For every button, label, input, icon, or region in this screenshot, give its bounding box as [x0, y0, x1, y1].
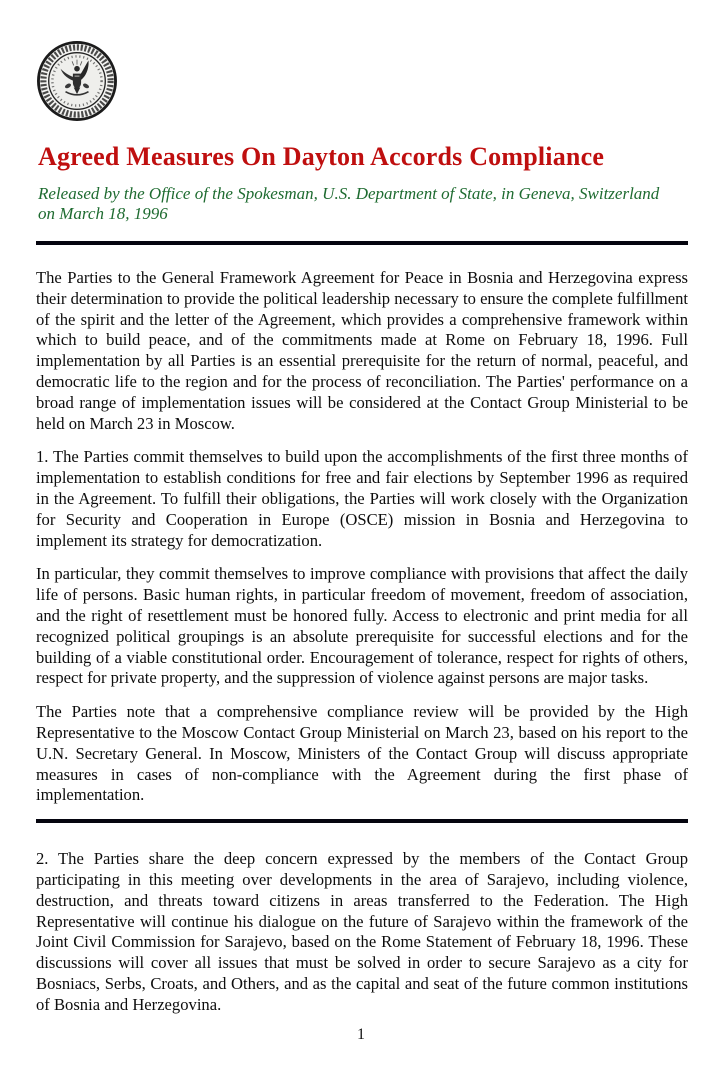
paragraph: 2. The Parties share the deep concern expressed by the members of the Contact Group participating in this meeting over developments in the area of Sarajevo, including violence, destruction, and threats toward citizens in areas transferred to the Federation. The High Representative will continue his dialogue on the future of Sarajevo within the framework of the Joint Civil Commission for Sarajevo, based on the Rome Statement of February 18, 1996. These discussions will cover all issues that must be solved in order to secure Sarajevo as a city for Bosniacs, Serbs, Croats, and Others, and as the capital and seat of the future common institutions of Bosnia and Herzegovina.	[36, 849, 688, 1014]
paragraph: The Parties to the General Framework Agreement for Peace in Bosnia and Herzegovina express their determination to provide the political leadership necessary to ensure the complete fulfillment of the spirit and the letter of the Agreement, which provides a comprehensive framework within which to build peace, and of the commitments made at Rome on February 18, 1996. Full implementation by all Parties is an essential prerequisite for the return of normal, peaceful, and democratic life to the region and for the process of reconciliation. The Parties' performance on a broad range of implementation issues will be considered at the Contact Group Ministerial to be held on March 23 in Moscow.	[36, 268, 688, 433]
paragraph: 1. The Parties commit themselves to build upon the accomplishments of the first three months of implementation to establish conditions for free and fair elections by September 1996 as required in the Agreement. To fulfill their obligations, the Parties will work closely with the Organization for Security and Cooperation in Europe (OSCE) mission in Bosnia and Herzegovina to implement its strategy for democratization.	[36, 447, 688, 550]
us-department-of-state-seal-icon	[36, 40, 118, 122]
paragraph: The Parties note that a comprehensive compliance review will be provided by the High Representative to the Moscow Contact Group Ministerial on March 23, based on his report to the U.N. Secretary General. In Moscow, Ministers of the Contact Group will discuss appropriate measures in cases of non-compliance with the Agreement during the first phase of implementation.	[36, 702, 688, 805]
release-byline: Released by the Office of the Spokesman, U.S. Department of State, in Geneva, Switzerland on March 18, 1996	[38, 184, 660, 223]
section-1-body	[36, 268, 688, 806]
section-divider-top	[36, 241, 688, 245]
page-title: Agreed Measures On Dayton Accords Compliance	[38, 142, 605, 171]
paragraph: In particular, they commit themselves to improve compliance with provisions that affect the daily life of persons. Basic human rights, in particular freedom of movement, freedom of association, and the right of resettlement must be honored fully. Access to electronic and print media for all recognized political groupings is an absolute prerequisite for successful elections and for the building of a viable constitutional order. Encouragement of tolerance, respect for rights of others, respect for private property, and the suppression of violence against persons are major tasks.	[36, 564, 688, 688]
section-divider-middle	[36, 819, 688, 823]
page-number: 1	[357, 1026, 365, 1043]
section-2-body	[36, 849, 688, 1015]
